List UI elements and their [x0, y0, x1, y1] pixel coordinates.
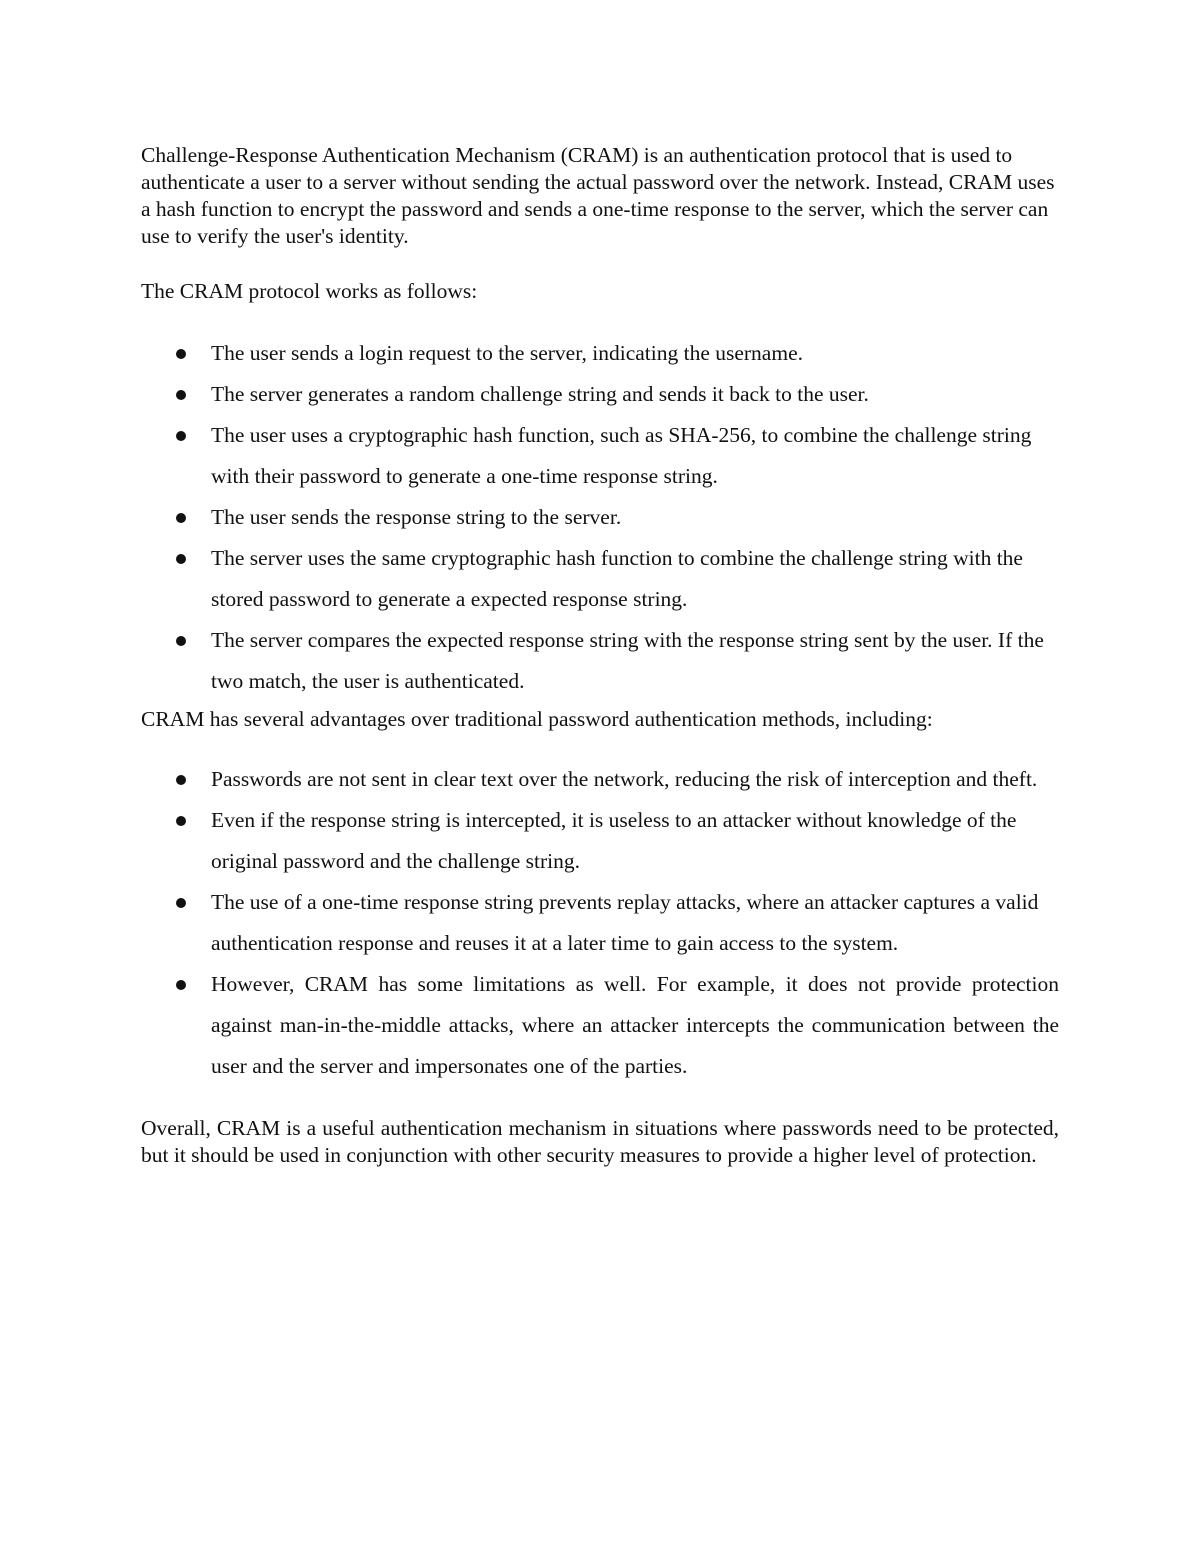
bullet-icon: [176, 554, 186, 564]
list-item-text: However, CRAM has some limitations as well. For example, it does not provide protection against man-in-the-middle attacks, where an attacker intercepts the communication between the user and the server and impersonates one of the parties.: [211, 972, 1059, 1078]
bullet-icon: [176, 816, 186, 826]
bullet-icon: [176, 390, 186, 400]
bullet-icon: [176, 898, 186, 908]
protocol-steps-list: [141, 333, 1059, 702]
list-item: [141, 538, 1059, 620]
advantages-list: [141, 759, 1059, 1087]
list-item: [141, 333, 1059, 374]
list-item: [141, 964, 1059, 1087]
intro-paragraph: Challenge-Response Authentication Mechanism (CRAM) is an authentication protocol that is used to authenticate a user to a server without sending the actual password over the network. Instead, CRAM uses a hash function to encrypt the password and sends a one-time response to the server, which the server can use to verify the user's identity.: [141, 143, 1055, 248]
list-item: [141, 882, 1059, 964]
list-item: [141, 800, 1059, 882]
list-item-text: The use of a one-time response string prevents replay attacks, where an attacker captures a valid authentication response and reuses it at a later time to gain access to the system.: [211, 890, 1039, 955]
list-item-text: The server uses the same cryptographic hash function to combine the challenge string with the stored password to generate a expected response string.: [211, 546, 1023, 611]
bullet-icon: [176, 775, 186, 785]
list-item-text: Passwords are not sent in clear text over the network, reducing the risk of interception and theft.: [211, 767, 1038, 791]
list-item: [141, 759, 1059, 800]
list-item-text: Even if the response string is intercepted, it is useless to an attacker without knowledge of the original password and the challenge string.: [211, 808, 1017, 873]
list-item: [141, 415, 1059, 497]
bullet-icon: [176, 431, 186, 441]
bullet-icon: [176, 349, 186, 359]
bullet-icon: [176, 980, 186, 990]
list-item-text: The user uses a cryptographic hash function, such as SHA-256, to combine the challenge string with their password to generate a one-time response string.: [211, 423, 1032, 488]
advantages-heading: CRAM has several advantages over traditional password authentication methods, including:: [141, 707, 933, 731]
list-item-text: The server compares the expected response string with the response string sent by the user. If the two match, the user is authenticated.: [211, 628, 1044, 693]
closing-paragraph: Overall, CRAM is a useful authentication mechanism in situations where passwords need to be protected, but it should be used in conjunction with other security measures to provide a higher level of protection.: [141, 1116, 1059, 1167]
list-item: [141, 374, 1059, 415]
bullet-icon: [176, 636, 186, 646]
list-item: [141, 620, 1059, 702]
protocol-heading: The CRAM protocol works as follows:: [141, 279, 478, 303]
list-item-text: The server generates a random challenge string and sends it back to the user.: [211, 382, 869, 406]
bullet-icon: [176, 513, 186, 523]
list-item: [141, 497, 1059, 538]
list-item-text: The user sends a login request to the server, indicating the username.: [211, 341, 803, 365]
list-item-text: The user sends the response string to the server.: [211, 505, 622, 529]
